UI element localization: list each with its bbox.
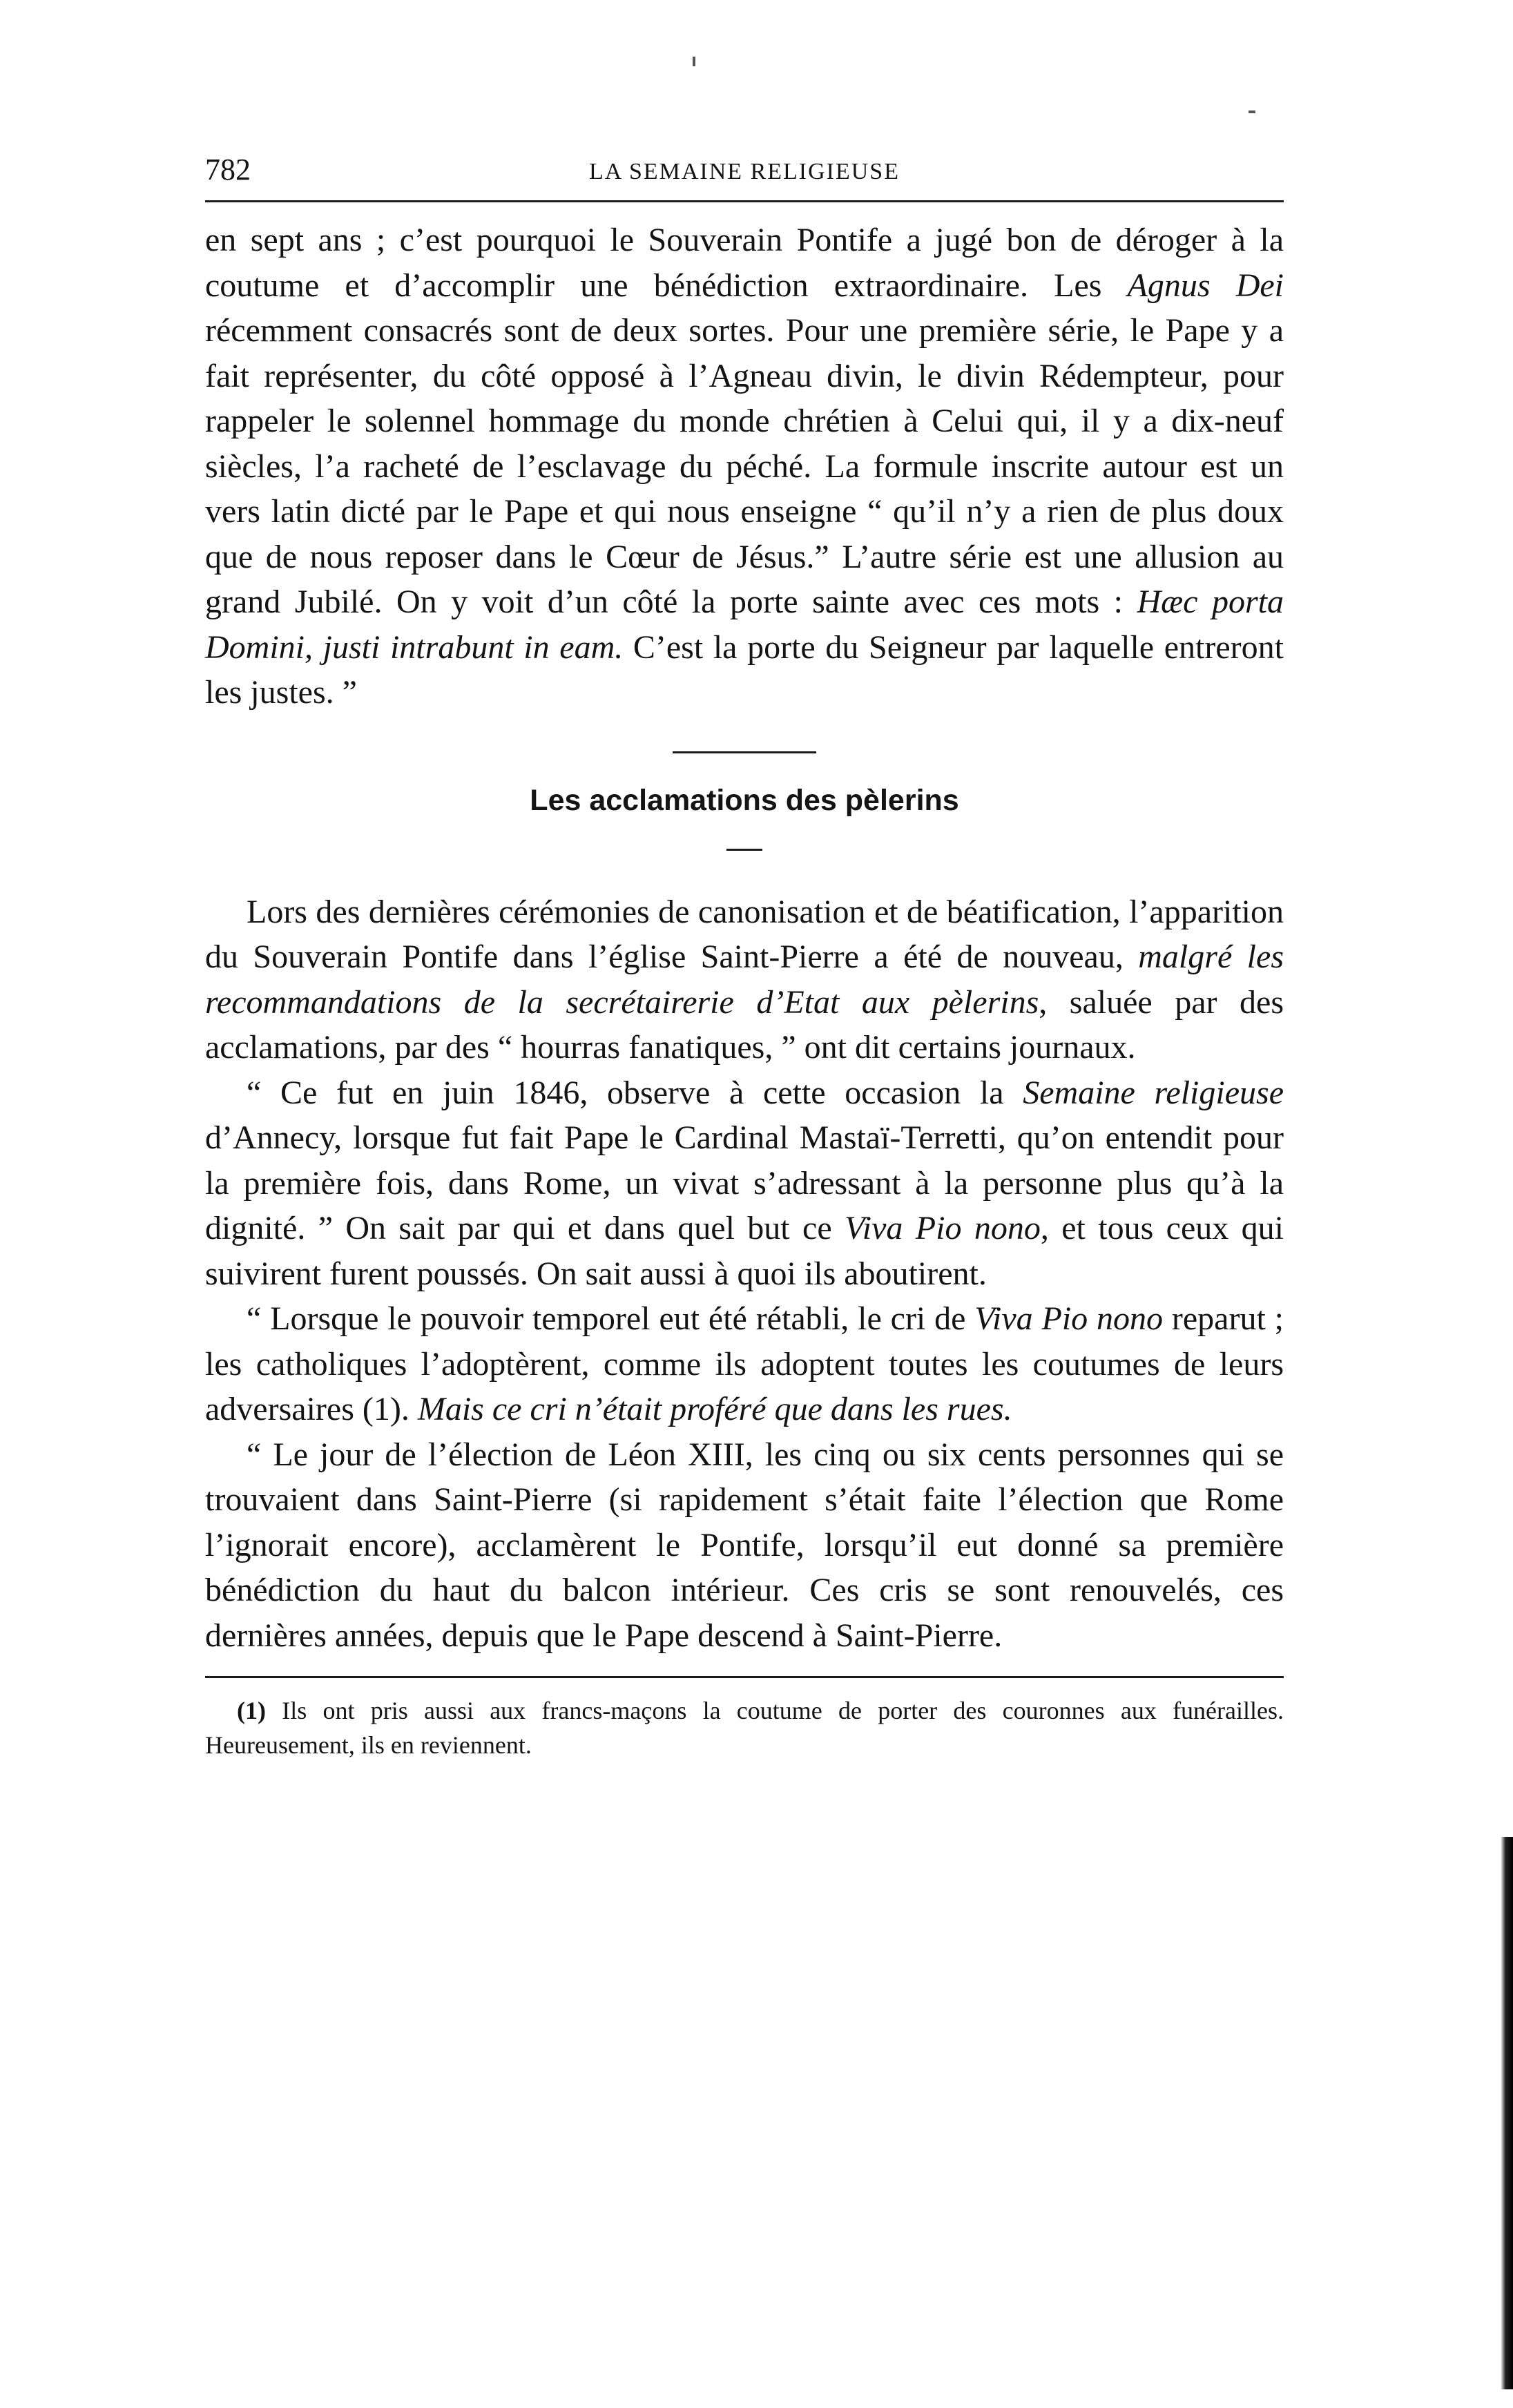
italic-run: Mais ce cri n’était proféré que dans les rues. bbox=[417, 1391, 1012, 1427]
text-run: Lors des dernières cérémonies de canonisation et de béatification, l’apparition du Souverain Pontife dans l’église Saint-Pierre a été de nouveau, bbox=[205, 893, 1284, 975]
text-run: récemment consacrés sont de deux sortes. Pour une première série, le Pape y a fait représenter, du côté opposé à l’Agneau divin, le divin Rédempteur, pour rappeler le solennel hommage du monde chrétien à Celui qui, il y a dix-neuf siècles, l’a racheté de l’esclavage du péché. La formule inscrite autour est un vers latin dicté par le Pape et qui nous enseigne “ qu’il n’y a rien de plus doux que de nous reposer dans le Cœur de Jésus.” L’autre série est une allusion au grand Jubilé. On y voit d’un côté la porte sainte avec ces mots : bbox=[205, 312, 1284, 620]
italic-run: malgré les recommandations de la secrétairerie d’Etat aux pèlerins bbox=[205, 938, 1284, 1021]
text-run: “ Lorsque le pouvoir temporel eut été rétabli, le cri de bbox=[247, 1300, 975, 1337]
italic-run: Hæc porta Domini, justi intrabunt in eam. bbox=[205, 584, 1284, 666]
text-run: d’Annecy, lorsque fut fait Pape le Cardinal Mastaï-Terretti, qu’on entendit pour la première fois, dans Rome, un vivat s’adressant à la personne plus qu’à la dignité. ” On sait par qui et dans quel but ce bbox=[205, 1119, 1284, 1246]
footnote-marker: (1) bbox=[237, 1697, 266, 1724]
paragraph bbox=[205, 1296, 1284, 1432]
paragraph bbox=[205, 889, 1284, 1070]
running-title: LA SEMAINE RELIGIEUSE bbox=[589, 159, 900, 184]
text-run: C’est la porte du Seigneur par laquelle entreront les justes. ” bbox=[205, 628, 1284, 711]
section-divider bbox=[673, 751, 816, 753]
italic-run: Semaine religieuse bbox=[1023, 1074, 1284, 1111]
body-text bbox=[205, 218, 1284, 1762]
heading-dash bbox=[726, 849, 762, 851]
text-run: en sept ans ; c’est pourquoi le Souverain Pontife a jugé bon de déroger à la coutume et d’accomplir une bénédiction extraordinaire. Les bbox=[205, 222, 1284, 304]
footnote bbox=[205, 1693, 1284, 1762]
page-header bbox=[205, 151, 1284, 195]
scan-speck bbox=[1249, 110, 1255, 113]
paragraph bbox=[205, 1070, 1284, 1297]
text-run: reparut ; les catholiques l’adoptèrent, comme ils adoptent toutes les coutumes de leurs adversaires (1). bbox=[205, 1300, 1284, 1427]
paragraph bbox=[205, 1432, 1284, 1659]
page-number: 782 bbox=[205, 153, 251, 186]
paragraph bbox=[205, 218, 1284, 715]
text-run: “ Ce fut en juin 1846, observe à cette occasion la bbox=[247, 1074, 1023, 1111]
italic-run: Viva Pio nono bbox=[974, 1300, 1164, 1337]
footnote-text: Ils ont pris aussi aux francs-maçons la coutume de porter des couronnes aux funérailles. Heureusement, ils en reviennent. bbox=[205, 1697, 1284, 1759]
italic-run: Viva Pio nono bbox=[845, 1210, 1041, 1246]
scan-speck bbox=[693, 57, 695, 66]
italic-run: Agnus Dei bbox=[1127, 267, 1284, 304]
text-run: , et tous ceux qui suivirent furent poussés. On sait aussi à quoi ils aboutirent. bbox=[205, 1210, 1284, 1292]
section-heading: Les acclamations des pèlerins bbox=[530, 783, 959, 817]
scan-edge-shadow bbox=[1501, 1837, 1513, 2389]
header-rule bbox=[205, 200, 1284, 202]
text-run: , saluée par des acclamations, par des “ hourras fanatiques, ” ont dit certains journaux. bbox=[205, 983, 1284, 1066]
text-run: “ Le jour de l’élection de Léon XIII, les cinq ou six cents personnes qui se trouvaient dans Saint-Pierre (si rapidement s’était faite l’élection que Rome l’ignorait encore), acclamèrent le Pontife, lorsqu’il eut donné sa première bénédiction du haut du balcon intérieur. Ces cris se sont renouvelés, ces dernières années, depuis que le Pape descend à Saint-Pierre. bbox=[205, 1436, 1284, 1654]
footnote-rule bbox=[205, 1676, 1284, 1678]
